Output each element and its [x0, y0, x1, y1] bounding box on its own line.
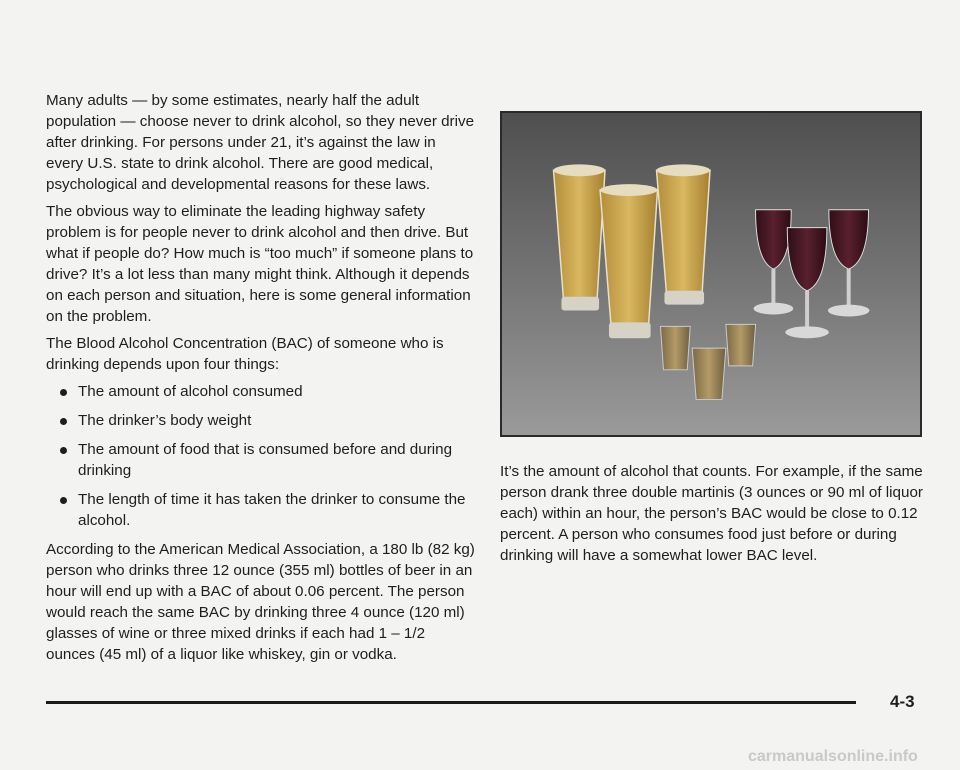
list-item: The amount of alcohol consumed [46, 381, 476, 402]
bac-factors-list [46, 381, 476, 531]
intro-paragraph: Many adults — by some estimates, nearly half the adult population — choose never to drink alcohol, so they never drive after drinking. For persons under 21, it’s against the law in every U.S. state to drink alcohol. There are good medical, psychological and developmental reasons for these laws. [46, 92, 475, 193]
list-item: The length of time it has taken the drinker to consume the alcohol. [46, 489, 476, 531]
page-number: 4-3 [890, 692, 915, 711]
martini-paragraph: It’s the amount of alcohol that counts. For example, if the same person drank three double martinis (3 ounces or 90 ml of liquor each) within an hour, the person’s BAC would be close to 0.12 percent. A person who consumes food just before or during drinking will have a somewhat lower BAC level. [500, 463, 923, 564]
watermark-text: carmanualsonline.info [748, 748, 918, 765]
list-item: The drinker’s body weight [46, 410, 476, 431]
bac-factors-paragraph: The Blood Alcohol Concentration (BAC) of someone who is drinking depends upon four things: [46, 335, 444, 373]
highway-safety-paragraph: The obvious way to eliminate the leading highway safety problem is for people never to drink alcohol and then drive. But what if people do? How much is “too much” if someone plans to drive? It’s a lot less than many might think. Although it depends on each person and situation, here is some general information on the problem. [46, 203, 474, 325]
list-item: The amount of food that is consumed before and during drinking [46, 439, 476, 481]
bullet-icon [60, 497, 67, 504]
shot-glass [726, 324, 756, 365]
ama-paragraph: According to the American Medical Association, a 180 lb (82 kg) person who drinks three 12 ounce (355 ml) bottles of beer in an hour will end up with a BAC of about 0.06 percent. The person would reach the same BAC by drinking three 4 ounce (120 ml) glasses of wine or three mixed drinks if each had 1 – 1/2 ounces (45 ml) of a liquor like whiskey, gin or vodka. [46, 541, 475, 663]
shot-glass [660, 326, 690, 369]
shot-glass [692, 348, 726, 399]
footer-rule [46, 701, 856, 704]
left-column [46, 90, 476, 671]
bullet-icon [60, 447, 67, 454]
bullet-icon [60, 389, 67, 396]
glasses-illustration [502, 113, 920, 435]
bullet-icon [60, 418, 67, 425]
drinks-photo [500, 111, 922, 437]
